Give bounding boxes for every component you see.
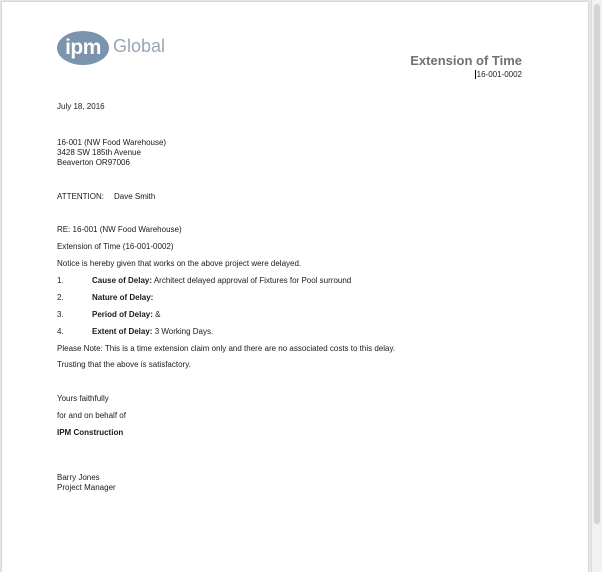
document-page[interactable] [2,2,588,572]
notice-text: Notice is hereby given that works on the above project were delayed. [57,259,302,268]
item-label: Period of Delay: [92,310,153,319]
item-number: 1. [57,276,64,285]
item-number: 4. [57,327,64,336]
vertical-scrollbar[interactable] [591,0,602,572]
subject-line: Extension of Time (16-001-0002) [57,242,174,251]
reference-number: 16-001-0002 [476,70,522,79]
logo-mark: ipm [57,31,109,65]
item-label: Cause of Delay: [92,276,153,285]
delay-item [92,293,153,302]
logo-word: Global [113,36,166,56]
attention-name: Dave Smith [114,192,156,201]
company-name: IPM Construction [57,428,124,437]
item-label: Nature of Delay: [92,293,154,302]
document-reference[interactable] [475,70,522,79]
scrollbar-thumb[interactable] [594,4,600,524]
item-value: 3 Working Days. [152,327,214,336]
delay-item [92,276,351,285]
address-line-2: 3428 SW 185th Avenue [57,148,141,157]
behalf-text: for and on behalf of [57,411,126,420]
address-line-3: Beaverton OR97006 [57,158,130,167]
document-title: Extension of Time [410,53,522,68]
note-text: Please Note: This is a time extension claim only and there are no associated costs to this delay. [57,344,396,353]
signer-name: Barry Jones [57,473,100,482]
delay-item [92,327,213,336]
letter-date: July 18, 2016 [57,102,105,111]
closing-text: Yours faithfully [57,394,109,403]
item-label: Extent of Delay: [92,327,153,336]
trust-text: Trusting that the above is satisfactory. [57,360,191,369]
address-line-1: 16-001 (NW Food Warehouse) [57,138,167,147]
re-line: RE: 16-001 (NW Food Warehouse) [57,225,182,234]
item-value: Architect delayed approval of Fixtures for Pool surround [152,276,352,285]
signer-title: Project Manager [57,483,116,492]
item-number: 2. [57,293,64,302]
item-value: & [152,310,161,319]
item-number: 3. [57,310,64,319]
delay-item [92,310,160,319]
attention-label: ATTENTION: [57,192,104,201]
